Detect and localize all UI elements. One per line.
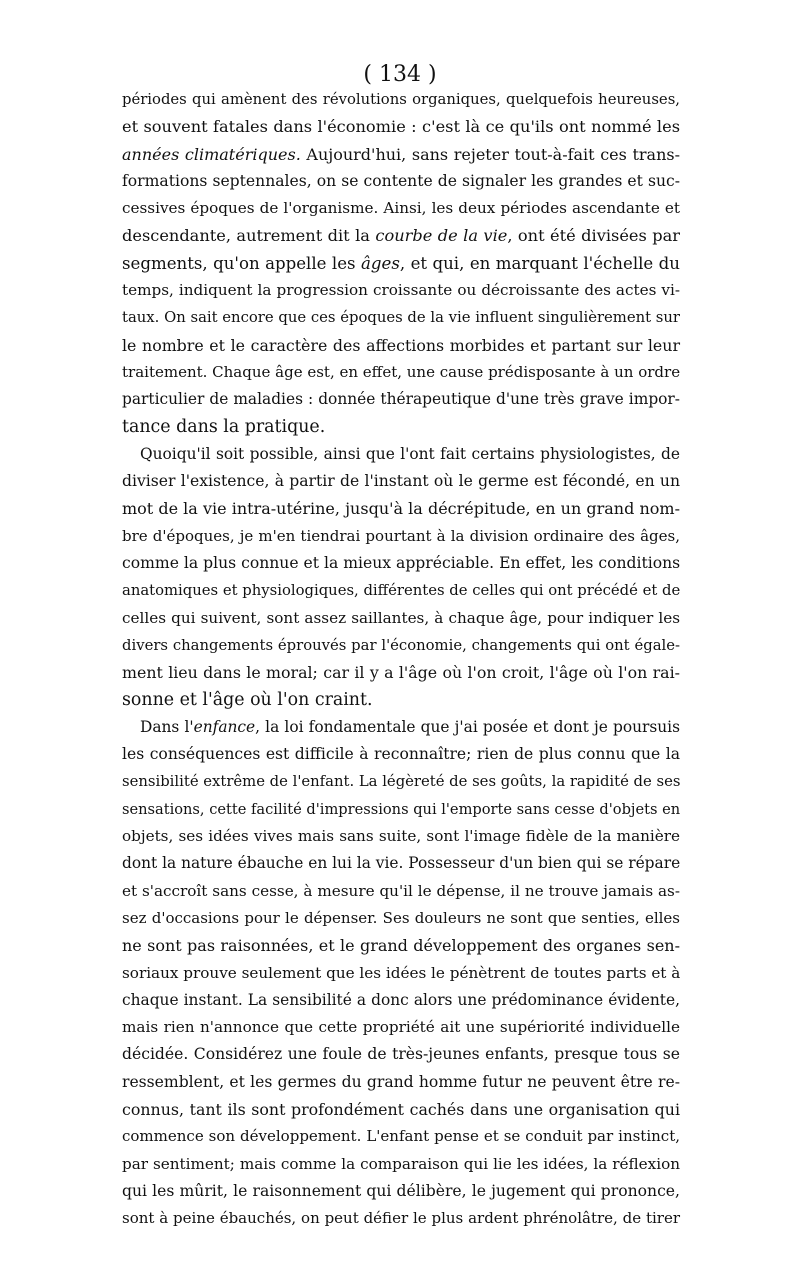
text-line bbox=[122, 823, 680, 850]
text-line bbox=[122, 277, 680, 304]
text-run: par sentiment; mais comme la comparaison qui lie les idées, la réflexion bbox=[122, 1154, 680, 1173]
text-line bbox=[122, 1205, 680, 1232]
text-line bbox=[122, 414, 680, 441]
text-run: mot de la vie intra-utérine, jusqu'à la décrépitude, en un grand nom- bbox=[122, 499, 680, 519]
text-line bbox=[122, 768, 680, 795]
text-run: sensations, cette facilité d'impressions qui l'emporte sans cesse d'objets en bbox=[122, 800, 681, 818]
text-run: taux. On sait encore que ces époques de la vie influent singulièrement sur bbox=[122, 309, 680, 327]
text-run: mais rien n'annonce que cette propriété ait une supériorité individuelle bbox=[122, 1018, 680, 1037]
text-line bbox=[122, 987, 680, 1014]
text-run: ment lieu dans le moral; car il y a l'âge où l'on croit, l'âge où l'on rai- bbox=[122, 663, 680, 683]
text-run: objets, ses idées vives mais sans suite, sont l'image fidèle de la manière bbox=[122, 827, 680, 846]
body-text bbox=[122, 86, 680, 1232]
italic-term: années climatériques. bbox=[122, 144, 301, 164]
page-number: ( 134 ) bbox=[363, 62, 437, 87]
text-line bbox=[122, 1014, 680, 1041]
text-line bbox=[122, 1151, 680, 1178]
text-run: qui les mûrit, le raisonnement qui délibère, le jugement qui prononce, bbox=[122, 1181, 680, 1200]
text-run: Dans l' bbox=[140, 717, 194, 736]
text-run: le nombre et le caractère des affections morbides et partant sur leur bbox=[122, 335, 680, 355]
text-run: et souvent fatales dans l'économie : c'est là ce qu'ils ont nommé les bbox=[122, 117, 680, 137]
text-run: , et qui, en marquant l'échelle du bbox=[399, 253, 680, 273]
text-line bbox=[122, 1123, 680, 1150]
text-run: traitement. Chaque âge est, en effet, une cause prédisposante à un ordre bbox=[122, 362, 681, 381]
text-run: segments, qu'on appelle les bbox=[122, 253, 361, 273]
text-run: formations septennales, on se contente de signaler les grandes et suc- bbox=[122, 171, 680, 190]
text-run: diviser l'existence, à partir de l'instant où le germe est fécondé, en un bbox=[122, 472, 680, 491]
text-run: anatomiques et physiologiques, différentes de celles qui ont précédé et de bbox=[122, 582, 681, 600]
text-line bbox=[122, 632, 680, 659]
text-line bbox=[122, 222, 680, 249]
text-line bbox=[122, 659, 680, 686]
text-line bbox=[122, 386, 680, 413]
text-line bbox=[122, 86, 680, 113]
text-run: , la loi fondamentale que j'ai posée et dont je poursuis bbox=[255, 717, 681, 736]
text-line bbox=[122, 359, 680, 386]
text-run: ressemblent, et les germes du grand homme futur ne peuvent être re- bbox=[122, 1072, 680, 1091]
text-run: sonne et l'âge où l'on craint. bbox=[122, 689, 373, 710]
text-run: , ont été divisées par bbox=[507, 226, 680, 246]
text-line bbox=[122, 1069, 680, 1096]
text-run: celles qui suivent, sont assez saillantes, à chaque âge, pour indiquer les bbox=[122, 608, 680, 627]
text-line bbox=[122, 441, 680, 468]
text-run: connus, tant ils sont profondément cachés dans une organisation qui bbox=[122, 1099, 680, 1119]
text-run: commence son développement. L'enfant pense et se conduit par instinct, bbox=[122, 1127, 680, 1146]
text-line bbox=[122, 113, 680, 140]
text-run: et s'accroît sans cesse, à mesure qu'il le dépense, il ne trouve jamais as- bbox=[122, 881, 680, 900]
text-line bbox=[122, 687, 680, 714]
text-line bbox=[122, 714, 680, 741]
text-line bbox=[122, 932, 680, 959]
text-line bbox=[122, 741, 680, 768]
text-run: les conséquences est difficile à reconnaître; rien de plus connu que la bbox=[122, 745, 680, 764]
text-run: divers changements éprouvés par l'économie, changements qui ont égale- bbox=[122, 636, 680, 654]
text-line bbox=[122, 1096, 680, 1123]
text-line bbox=[122, 1178, 680, 1205]
text-run: soriaux prouve seulement que les idées le pénètrent de toutes parts et à bbox=[122, 963, 681, 982]
text-line bbox=[122, 304, 680, 331]
text-line bbox=[122, 332, 680, 359]
text-line bbox=[122, 796, 680, 823]
text-run: temps, indiquent la progression croissante ou décroissante des actes vi- bbox=[122, 281, 680, 300]
text-run: bre d'époques, je m'en tiendrai pourtant à la division ordinaire des âges, bbox=[122, 526, 680, 545]
text-line bbox=[122, 550, 680, 577]
text-line bbox=[122, 605, 680, 632]
text-run: cessives époques de l'organisme. Ainsi, les deux périodes ascendante et bbox=[122, 199, 680, 218]
text-line bbox=[122, 960, 680, 987]
text-line bbox=[122, 878, 680, 905]
text-line bbox=[122, 523, 680, 550]
text-run: sont à peine ébauchés, on peut défier le plus ardent phrénolâtre, de tirer bbox=[122, 1209, 680, 1228]
text-line bbox=[122, 250, 680, 277]
text-run: tance dans la pratique. bbox=[122, 416, 326, 437]
text-run: particulier de maladies : donnée thérapeutique d'une très grave impor- bbox=[122, 390, 680, 409]
text-run: chaque instant. La sensibilité a donc alors une prédominance évidente, bbox=[122, 990, 680, 1009]
text-line bbox=[122, 577, 680, 604]
text-line bbox=[122, 1041, 680, 1068]
text-run: Aujourd'hui, sans rejeter tout-à-fait ces trans- bbox=[300, 144, 681, 164]
text-line bbox=[122, 468, 680, 495]
text-line bbox=[122, 141, 680, 168]
italic-term: âges bbox=[361, 253, 400, 273]
italic-term: enfance bbox=[193, 717, 256, 736]
text-run: périodes qui amènent des révolutions organiques, quelquefois heureuses, bbox=[122, 91, 680, 108]
text-run: ne sont pas raisonnées, et le grand développement des organes sen- bbox=[122, 936, 680, 956]
text-run: descendante, autrement dit la bbox=[122, 226, 376, 246]
text-run: comme la plus connue et la mieux appréciable. En effet, les conditions bbox=[122, 554, 681, 573]
text-line bbox=[122, 495, 680, 522]
text-run: sez d'occasions pour le dépenser. Ses douleurs ne sont que senties, elles bbox=[122, 908, 680, 927]
italic-term: courbe de la vie bbox=[375, 226, 508, 246]
text-run: sensibilité extrême de l'enfant. La légèreté de ses goûts, la rapidité de ses bbox=[122, 773, 681, 791]
text-line bbox=[122, 850, 680, 877]
text-line bbox=[122, 905, 680, 932]
text-run: dont la nature ébauche en lui la vie. Possesseur d'un bien qui se répare bbox=[122, 854, 681, 873]
text-run: Quoiqu'il soit possible, ainsi que l'ont fait certains physiologistes, de bbox=[140, 444, 680, 463]
text-line bbox=[122, 168, 680, 195]
text-run: décidée. Considérez une foule de très-jeunes enfants, presque tous se bbox=[122, 1045, 680, 1064]
text-line bbox=[122, 195, 680, 222]
